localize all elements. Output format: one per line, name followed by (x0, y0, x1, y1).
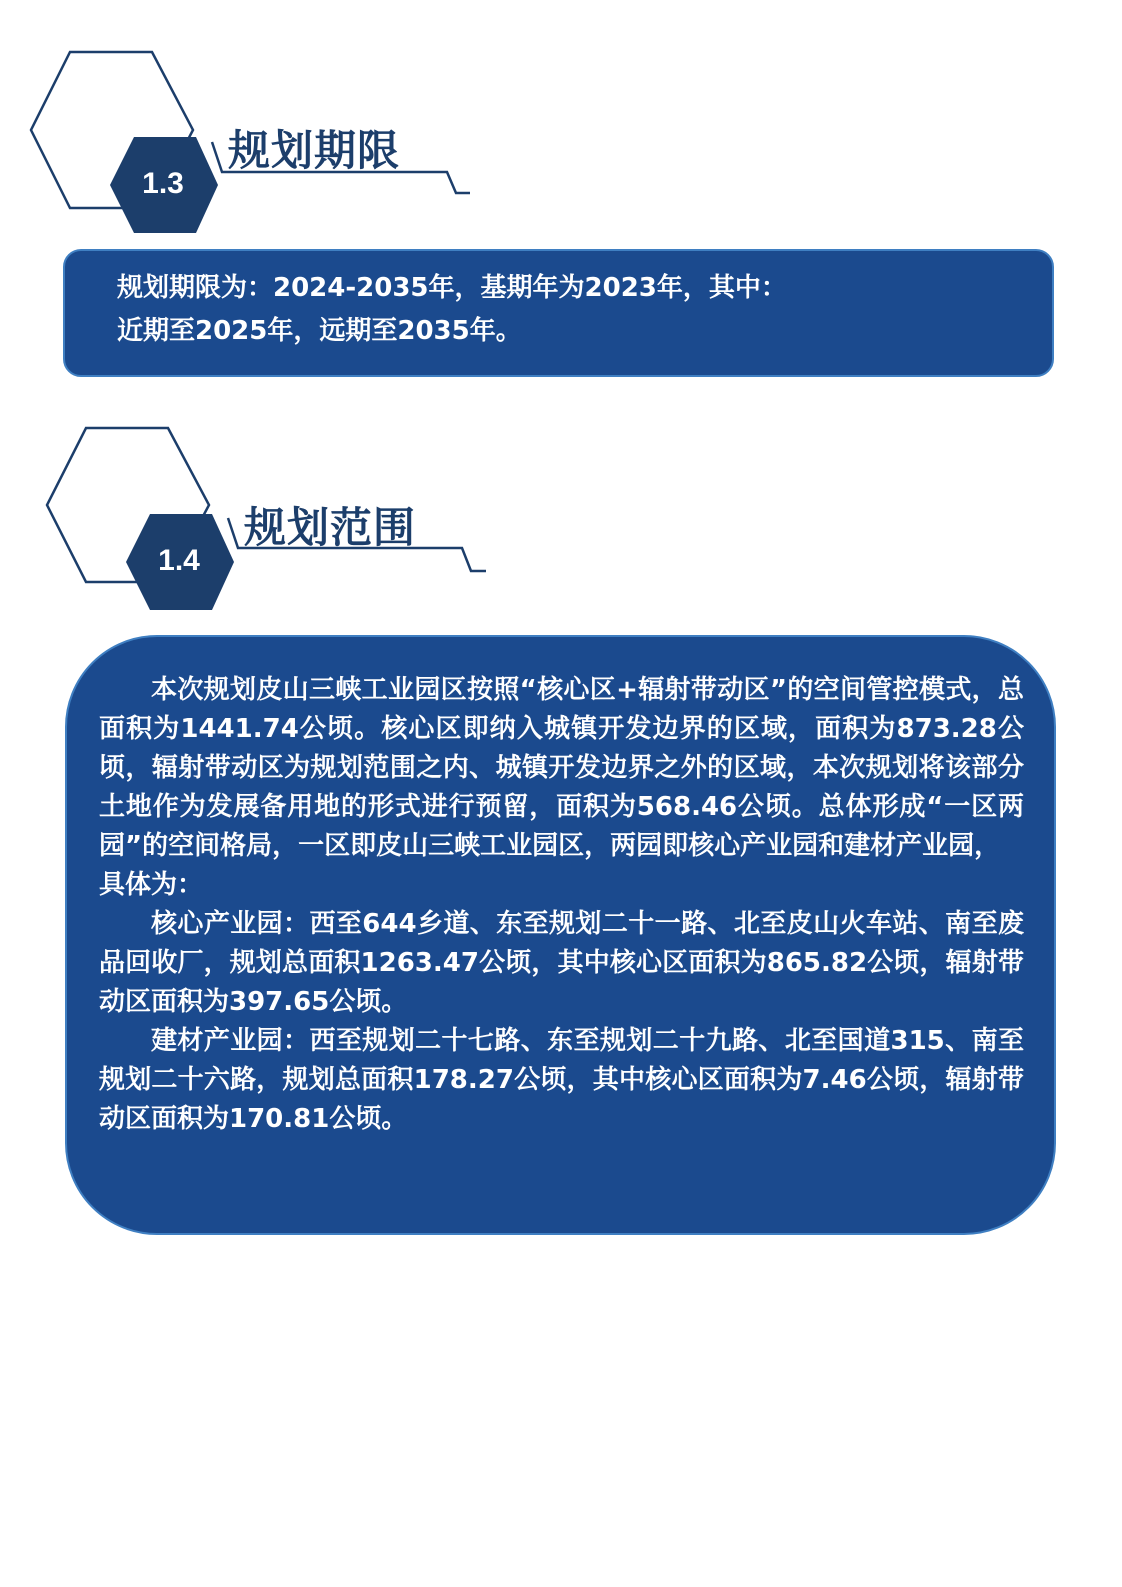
period-line-1: 规划期限为：2024-2035年，基期年为2023年，其中： (117, 273, 787, 303)
scope-paragraph-core-park: 核心产业园：西至644乡道、东至规划二十一路、北至皮山火车站、南至废品回收厂，规划总面积1263.47公顷，其中核心区面积为865.82公顷，辐射带动区面积为397.65公顷。 (99, 909, 1024, 1017)
period-line-2: 近期至2025年，远期至2035年。 (117, 316, 522, 346)
section-title: 规划期限 (228, 126, 401, 175)
scope-paragraph-intro: 本次规划皮山三峡工业园区按照“核心区+辐射带动区”的空间管控模式，总面积为1441.74公顷。核心区即纳入城镇开发边界的区域，面积为873.28公顷，辐射带动区为规划范围之内、城镇开发边界之外的区域，本次规划将该部分土地作为发展备用地的形式进行预留，面积为568.46公顷。总体形成“一区两园”的空间格局，一区即皮山三峡工业园区，两园即核心产业园和建材产业园， (99, 675, 1024, 861)
section-number: 1.4 (158, 544, 200, 577)
section-title: 规划范围 (244, 503, 417, 552)
planning-scope-box (65, 635, 1056, 1235)
scope-paragraph-materials-park: 建材产业园：西至规划二十七路、东至规划二十九路、北至国道315、南至规划二十六路，规划总面积178.27公顷，其中核心区面积为7.46公顷，辐射带动区面积为170.81公顷。 (99, 1026, 1024, 1134)
scope-paragraph-lead: 具体为： (99, 870, 204, 900)
section-number: 1.3 (142, 167, 184, 200)
